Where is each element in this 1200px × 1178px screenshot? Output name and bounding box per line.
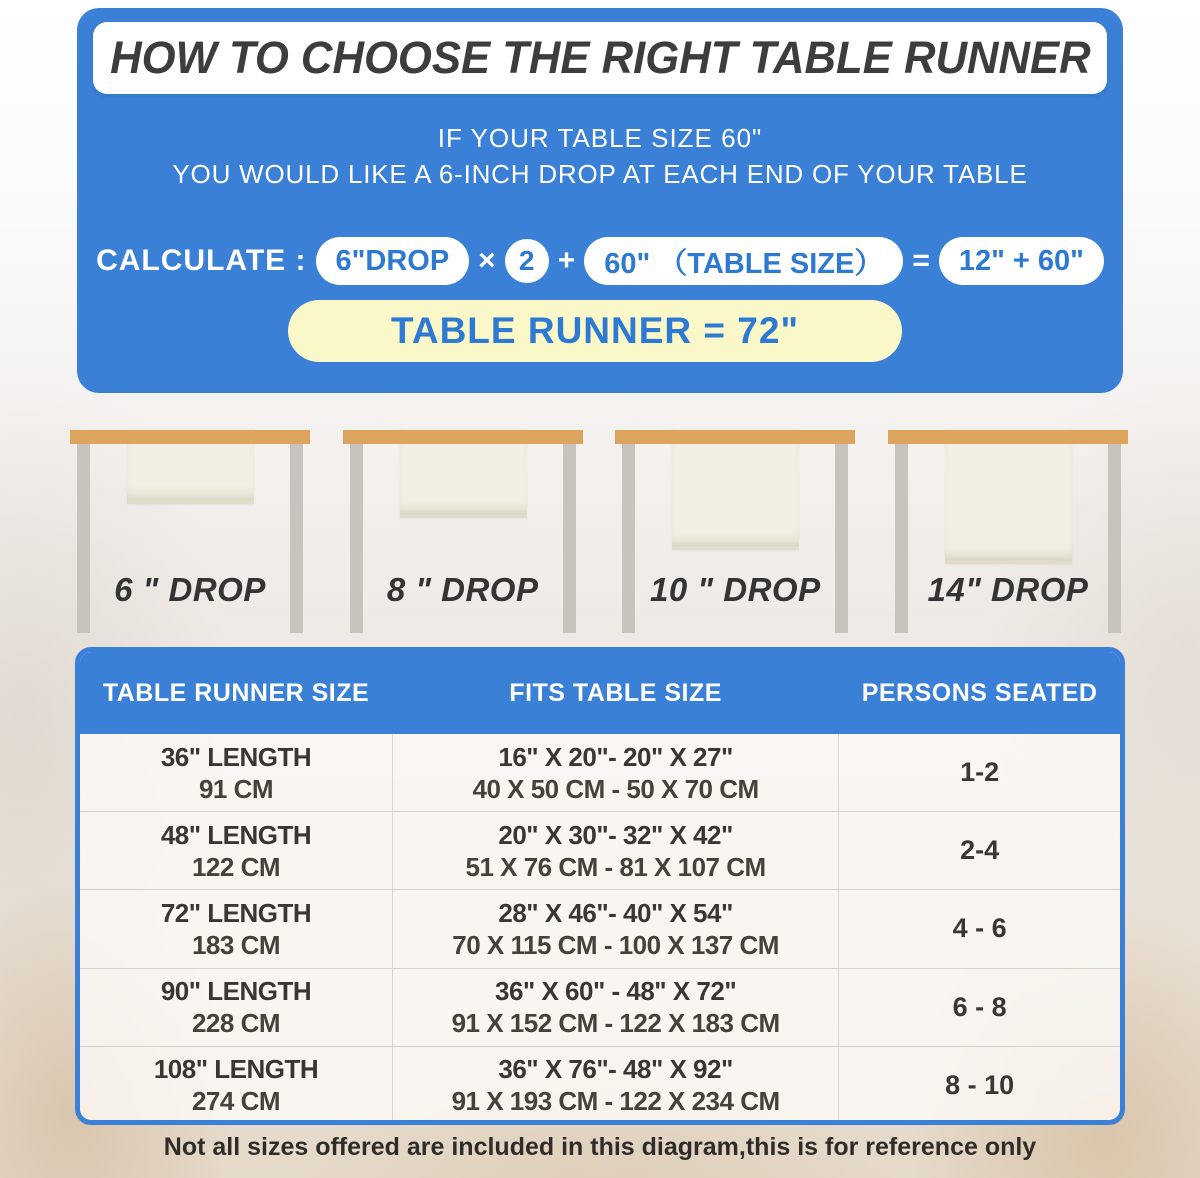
plus-sign: + [557, 244, 576, 277]
runner-size-cm: 274 CM [191, 1086, 281, 1117]
table-top [343, 430, 583, 444]
table-row [80, 889, 1120, 967]
persons-seated-value: 1-2 [960, 757, 1000, 788]
cell-fits [392, 1047, 839, 1124]
runner-cloth [672, 428, 799, 550]
runner-result-pill: TABLE RUNNER = 72" [288, 300, 902, 362]
persons-seated-value: 6 - 8 [952, 991, 1007, 1022]
table-top [70, 430, 310, 444]
runner-size-cm: 91 CM [198, 773, 274, 804]
page-title: HOW TO CHOOSE THE RIGHT TABLE RUNNER [109, 32, 1091, 83]
cell-fits [392, 734, 839, 811]
persons-seated-value: 8 - 10 [945, 1069, 1015, 1100]
drop-figure [70, 430, 310, 635]
runner-size-inches: 48" LENGTH [160, 819, 312, 850]
table-row [80, 1046, 1120, 1124]
cell-fits [392, 812, 839, 889]
fits-size-cm: 51 X 76 CM - 81 X 107 CM [465, 851, 766, 882]
persons-seated-value: 4 - 6 [952, 913, 1007, 944]
table-size-pill: 60" （TABLE SIZE） [584, 237, 903, 285]
fits-size-inches: 28" X 46"- 40" X 54" [498, 897, 733, 928]
cell-persons [839, 734, 1120, 811]
fits-size-cm: 70 X 115 CM - 100 X 137 CM [452, 929, 779, 960]
drop-label: 8 " DROP [386, 571, 539, 608]
persons-seated-value: 2-4 [960, 835, 1000, 866]
subtitle-line-1: IF YOUR TABLE SIZE 60" [437, 123, 763, 153]
header-cell-runner-size: TABLE RUNNER SIZE [102, 678, 370, 707]
fits-size-cm: 40 X 50 CM - 50 X 70 CM [472, 773, 759, 804]
cell-persons [839, 969, 1120, 1046]
runner-size-inches: 72" LENGTH [160, 897, 312, 928]
sum-pill: 12" + 60" [939, 237, 1104, 285]
runner-size-cm: 183 CM [191, 929, 281, 960]
drop-figure [343, 430, 583, 635]
cell-fits [392, 969, 839, 1046]
cell-runner-size [80, 1047, 392, 1124]
runner-size-inches: 90" LENGTH [160, 976, 312, 1007]
hero-panel [77, 8, 1123, 393]
title-banner [93, 22, 1107, 94]
size-table [75, 647, 1125, 1125]
fits-size-inches: 16" X 20"- 20" X 27" [498, 741, 733, 772]
fits-size-inches: 20" X 30"- 32" X 42" [498, 819, 733, 850]
table-row [80, 968, 1120, 1046]
table-row [80, 811, 1120, 889]
size-table-body [80, 734, 1120, 1124]
size-table-header [80, 652, 1120, 734]
cell-persons [839, 812, 1120, 889]
drop-figure [888, 430, 1128, 635]
drop-pill: 6"DROP [316, 237, 470, 285]
drop-label: 10 " DROP [650, 571, 821, 608]
fits-size-inches: 36" X 76"- 48" X 92" [498, 1054, 733, 1085]
cell-runner-size [80, 812, 392, 889]
runner-size-inches: 36" LENGTH [160, 741, 312, 772]
subtitle-block [77, 120, 1123, 192]
calculate-label: CALCULATE : [96, 244, 307, 277]
table-row [80, 734, 1120, 811]
drop-figure [615, 430, 855, 635]
cell-runner-size [80, 734, 392, 811]
drop-label: 6 " DROP [114, 571, 266, 608]
fits-size-cm: 91 X 152 CM - 122 X 183 CM [451, 1008, 780, 1039]
cell-persons [839, 1047, 1120, 1124]
multiplier-circle: 2 [505, 239, 549, 283]
drop-figures [70, 430, 1128, 635]
header-cell-persons: PERSONS SEATED [861, 678, 1098, 707]
runner-size-cm: 122 CM [191, 851, 281, 882]
header-cell-fits: FITS TABLE SIZE [509, 678, 722, 707]
runner-size-cm: 228 CM [191, 1008, 281, 1039]
table-top [888, 430, 1128, 444]
runner-size-inches: 108" LENGTH [153, 1054, 319, 1085]
subtitle-line-2: YOU WOULD LIKE A 6-INCH DROP AT EACH END OF YOUR TABLE [172, 159, 1028, 189]
table-top [615, 430, 855, 444]
runner-cloth [945, 428, 1072, 564]
cell-runner-size [80, 969, 392, 1046]
footer-note: Not all sizes offered are included in this diagram,this is for reference only [163, 1133, 1037, 1161]
equals-sign: = [912, 244, 930, 277]
multiply-sign: × [478, 244, 496, 277]
calculate-row [77, 237, 1123, 285]
cell-runner-size [80, 890, 392, 967]
cell-fits [392, 890, 839, 967]
drop-label: 14" DROP [927, 571, 1089, 608]
cell-persons [839, 890, 1120, 967]
fits-size-cm: 91 X 193 CM - 122 X 234 CM [451, 1086, 780, 1117]
fits-size-inches: 36" X 60" - 48" X 72" [495, 976, 737, 1007]
